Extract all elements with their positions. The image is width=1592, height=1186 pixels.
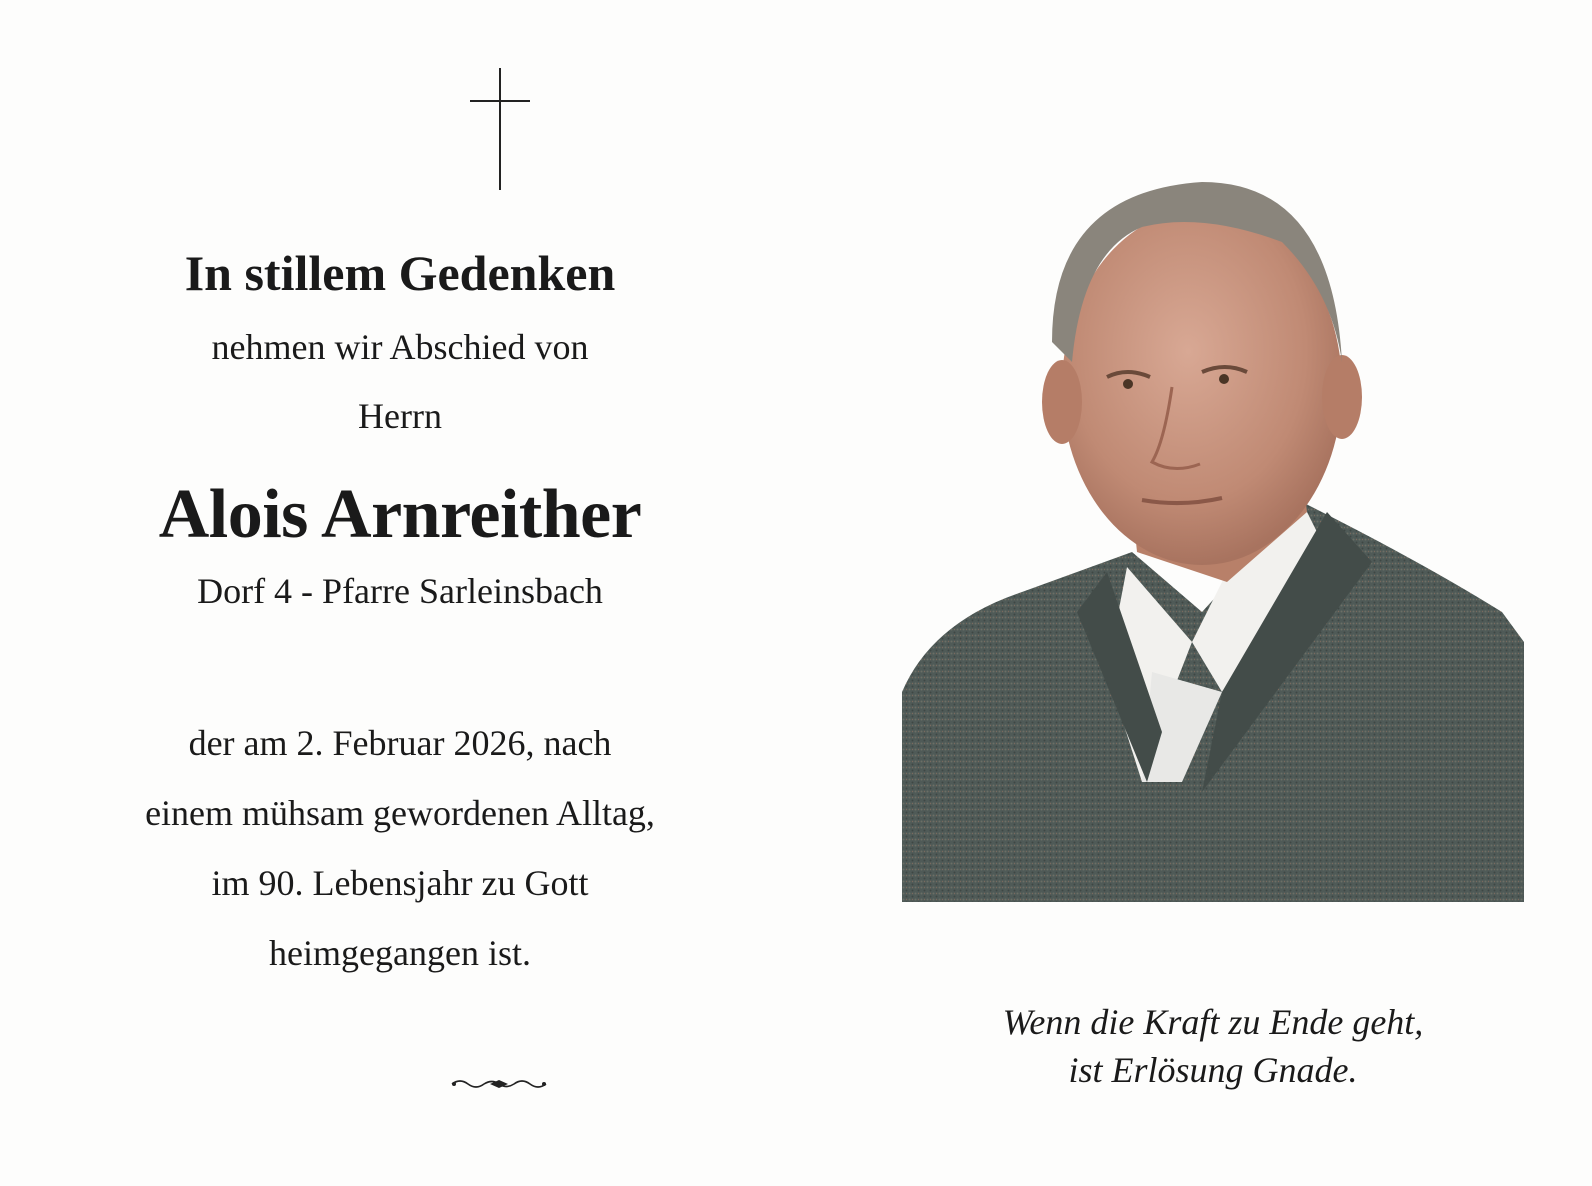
quote-line: ist Erlösung Gnade. [1068,1050,1358,1090]
cross-icon [470,68,530,190]
portrait-photo [902,172,1524,902]
deceased-name: Alois Arnreither [158,476,642,553]
headline: In stillem Gedenken [184,245,616,301]
body-line: der am 2. Februar 2026, nach [188,723,612,763]
quote-line: Wenn die Kraft zu Ende geht, [1002,1002,1424,1042]
body-line: einem mühsam gewordenen Alltag, [145,793,655,833]
salutation: Herrn [358,396,442,436]
ornament-icon [450,1077,548,1091]
subline: nehmen wir Abschied von [211,327,589,367]
quote [902,998,1524,1094]
body-line: im 90. Lebensjahr zu Gott [211,863,589,903]
body-line: heimgegangen ist. [269,933,531,973]
address: Dorf 4 - Pfarre Sarleinsbach [197,571,603,611]
body-text [100,708,700,988]
